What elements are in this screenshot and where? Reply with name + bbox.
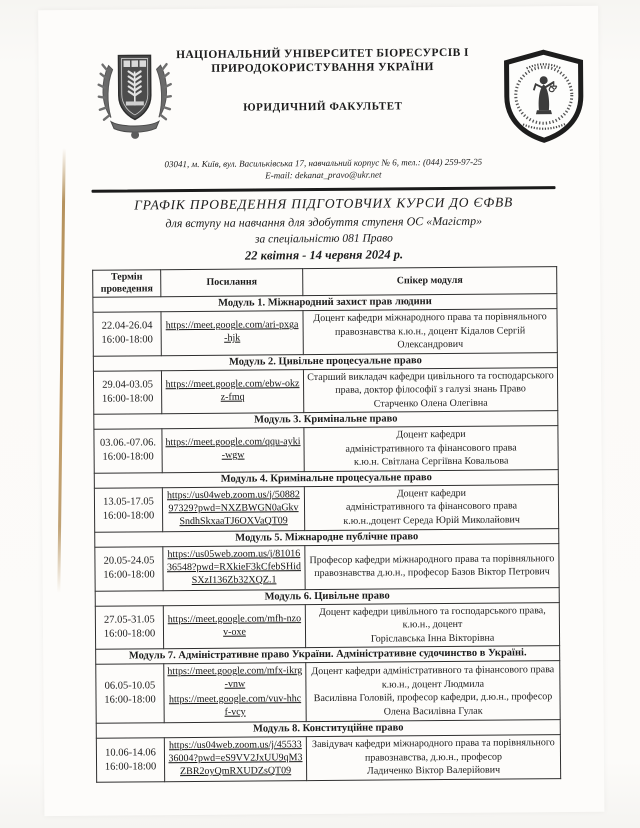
module-dates: 29.04-03.05 [102, 379, 153, 391]
module-term-cell [96, 738, 164, 783]
module-speaker: Доцент кафедри адміністративного та фінансового права к.ю.н.,доцент Середа Юрій Миколайович [304, 484, 558, 530]
module-speaker: Завідувач кафедри міжнародного права та порівняльного правознавства, д.ю.н., професор Ладиченко Віктор Валерійович [306, 735, 560, 781]
header-text-block [142, 39, 503, 115]
module-title: Модуль 2. Цивільне процесуальне право [93, 352, 557, 371]
module-data-row [95, 543, 559, 591]
module-dates: 06.05-10.05 [104, 680, 156, 692]
module-term-cell [96, 664, 164, 724]
module-data-row [94, 484, 558, 532]
module-links-cell [162, 428, 304, 473]
module-dates: 13.05-17.05 [103, 496, 154, 508]
module-dates: 22.04-26.04 [101, 320, 153, 332]
module-term-cell [94, 429, 162, 473]
meeting-link[interactable]: https://meet.google.com/qqu-ayki-wgw [165, 436, 301, 462]
meeting-link[interactable]: https://meet.google.com/ari-pxga-hjk [165, 319, 299, 345]
module-title: Модуль 5. Міжнародне публічне право [95, 528, 559, 547]
module-data-row [95, 602, 559, 649]
page-content [90, 38, 560, 783]
scanned-page [38, 6, 604, 816]
module-links-cell [164, 663, 306, 723]
meeting-link[interactable]: https://meet.google.com/vuv-hhcf-vcy [168, 693, 302, 718]
module-time: 16:00-18:00 [102, 510, 155, 522]
module-speaker: Доцент кафедри адміністративного та фінансового права к.ю.н., доцент Людмила Василівна Головій, професор кафедри, д.ю.н., професор Олена Василівна Гулак [306, 661, 560, 722]
meeting-link[interactable]: https://meet.google.com/mfh-nzov-oxe [167, 612, 302, 638]
document-header [90, 38, 555, 146]
col-header-link: Посилання [161, 269, 303, 297]
module-time: 16:00-18:00 [103, 628, 156, 640]
doc-date-range: 22 квітня - 14 червня 2024 р. [244, 247, 404, 263]
module-links-cell [161, 369, 303, 414]
meeting-link[interactable]: https://us05web.zoom.us/j/8101636548?pwd=RXkieF3kCfebSHidSXzI136Zb32XQZ.1 [166, 547, 302, 586]
module-links-cell [164, 737, 306, 782]
module-title: Модуль 7. Адміністративне право України. Адміністративне судочинство в Україні. [96, 646, 560, 665]
module-time: 16:00-18:00 [101, 334, 153, 346]
col-header-speaker: Спікер модуля [303, 267, 557, 296]
contact-block [91, 156, 555, 183]
module-links-cell [163, 545, 305, 590]
module-title: Модуль 3. Кримінальне право [94, 411, 558, 430]
module-title: Модуль 4. Кримінальне процесуальне право [94, 469, 558, 488]
module-dates: 27.05-31.05 [103, 614, 155, 626]
module-data-row [96, 735, 560, 783]
module-term-cell [94, 487, 162, 532]
module-title: Модуль 1. Міжнародний захист прав людини [93, 294, 557, 313]
law-faculty-seal-icon [496, 48, 591, 147]
module-speaker: Доцент кафедри цивільного та господарського права, к.ю.н., доцент Горіславська Інна Вікторівна [305, 602, 559, 647]
table-header-row [93, 267, 557, 298]
module-title: Модуль 6. Цивільне право [95, 587, 559, 606]
faculty-name: ЮРИДИЧНИЙ ФАКУЛЬТЕТ [243, 100, 403, 114]
meeting-link[interactable]: https://us04web.zoom.us/j/4553336004?pwd=eS9VV2JxUU9qM3ZBR2oyQmRXUDZsQT09 [168, 739, 303, 778]
meeting-link[interactable]: https://meet.google.com/mfx-ikrg-vnw [167, 665, 303, 690]
meeting-link[interactable]: https://meet.google.com/ebw-okzz-fmq [165, 377, 300, 403]
module-links-cell [163, 604, 305, 649]
module-time: 16:00-18:00 [102, 451, 154, 463]
title-block [92, 194, 557, 265]
module-dates: 03.06.-07.06. [99, 437, 157, 449]
module-links-cell [162, 486, 304, 531]
module-data-row [93, 367, 557, 414]
col-header-term: Термін проведення [93, 270, 161, 298]
doc-subtitle-1: для вступу на навчання для здобуття ступеня ОС «Магістр» [165, 213, 483, 231]
university-name-line1: НАЦІОНАЛЬНИЙ УНІВЕРСИТЕТ БІОРЕСУРСІВ І [176, 46, 469, 62]
address-line: 03041, м. Київ, вул. Васильківська 17, навчальний корпус № 6, тел.: (044) 259-97-25 [164, 156, 483, 170]
module-speaker: Доцент кафедри міжнародного права та порівняльного правознавства к.ю.н., доцент Кідалов Сергій Олександрович [303, 309, 557, 354]
university-name [142, 46, 502, 77]
module-title: Модуль 8. Конституційне право [96, 720, 560, 739]
module-term-cell [93, 370, 161, 414]
module-data-row [93, 309, 557, 356]
university-coat-of-arms-icon [92, 47, 177, 144]
university-name-line2: ПРИРОДОКОРИСТУВАННЯ УКРАЇНИ [211, 61, 434, 75]
module-dates: 20.05-24.05 [103, 555, 155, 567]
module-links-cell [161, 311, 303, 356]
module-time: 16:00-18:00 [104, 760, 157, 773]
module-dates: 10.06-14.06 [105, 746, 156, 759]
email-line: E-mail: dekanat_pravo@ukr.net [265, 169, 382, 180]
module-data-row [96, 661, 560, 724]
module-data-row [94, 426, 558, 473]
divider-rule [92, 186, 556, 193]
module-speaker: Старший викладач кафедри цивільного та господарського права, доктор філософії з галузі знань Право Старченко Олена Олегівна [303, 367, 557, 412]
module-term-cell [95, 546, 163, 591]
module-term-cell [93, 312, 161, 356]
meeting-link[interactable]: https://us04web.zoom.us/j/5088297329?pwd=NXZBWGN0aGkvSndhSkxaaTJ6OXVaQT09 [166, 488, 300, 527]
doc-title: ГРАФІК ПРОВЕДЕННЯ ПІДГОТОВЧИХ КУРСИ ДО ЄФВВ [134, 194, 514, 213]
module-speaker: Професор кафедри міжнародного права та порівняльного правознавства д.ю.н., професор Базов Віктор Петрович [305, 543, 559, 589]
module-time: 16:00-18:00 [103, 569, 155, 581]
module-time: 16:00-18:00 [101, 393, 154, 405]
schedule-table [92, 266, 561, 783]
doc-subtitle-2: за спеціальністю 081 Право [254, 232, 393, 246]
module-time: 16:00-18:00 [104, 694, 156, 706]
module-speaker: Доцент кафедри адміністративного та фінансового права к.ю.н. Світлана Сергіївна Ковальова [304, 426, 558, 471]
module-term-cell [95, 605, 163, 649]
